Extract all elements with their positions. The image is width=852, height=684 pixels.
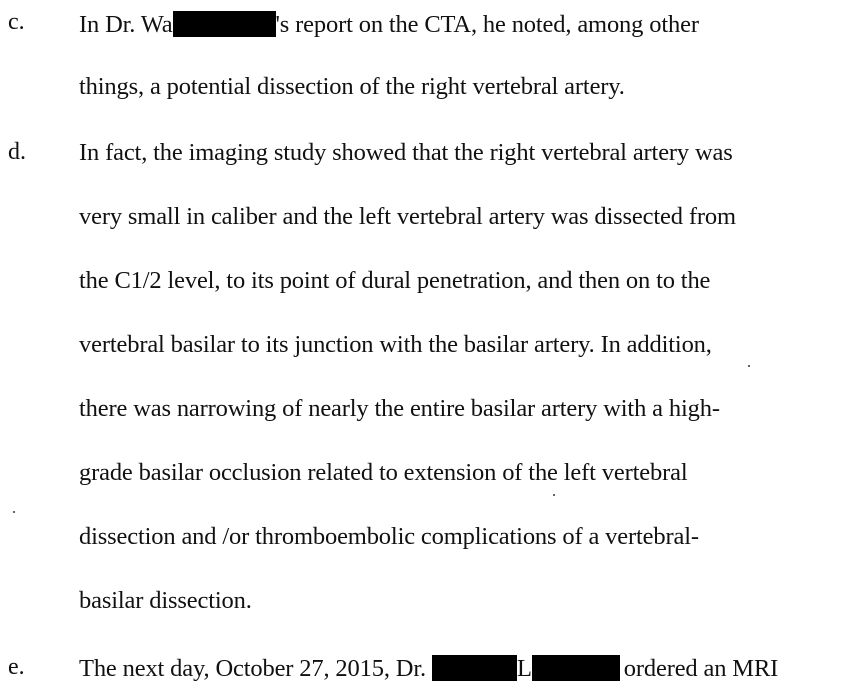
scan-speck [553,494,555,496]
text-line-d-7: dissection and /or thromboembolic complications of a vertebral- [79,523,699,550]
text-line-d-8: basilar dissection. [79,587,252,614]
item-marker-d: d. [8,139,26,165]
item-marker-c: c. [8,9,25,35]
text-line-d-5: there was narrowing of nearly the entire basilar artery with a high- [79,395,720,422]
text-line-d-6: grade basilar occlusion related to extension of the left vertebral [79,459,688,486]
text-line-d-4: vertebral basilar to its junction with the basilar artery. In addition, [79,331,712,358]
text-fragment: The next day, October 27, 2015, Dr. [79,655,432,682]
text-fragment: L [516,655,532,682]
text-line-d-1: In fact, the imaging study showed that the right vertebral artery was [79,139,733,166]
text-line-e-1 [79,655,778,681]
text-line-d-2: very small in caliber and the left vertebral artery was dissected from [79,203,736,230]
redaction-bar [532,655,620,681]
text-fragment: ordered an MRI [623,655,779,682]
redaction-bar [173,11,276,37]
text-line-c-2: things, a potential dissection of the right vertebral artery. [79,73,625,100]
text-line-d-3: the C1/2 level, to its point of dural penetration, and then on to the [79,267,711,294]
item-marker-e: e. [8,654,25,680]
redaction-bar [432,655,517,681]
text-line-c-1 [79,11,699,37]
scan-speck [13,511,15,513]
scan-speck [748,365,750,367]
text-fragment: 's report on the CTA, he noted, among other [275,11,699,38]
text-fragment: In Dr. Wa [79,11,173,38]
